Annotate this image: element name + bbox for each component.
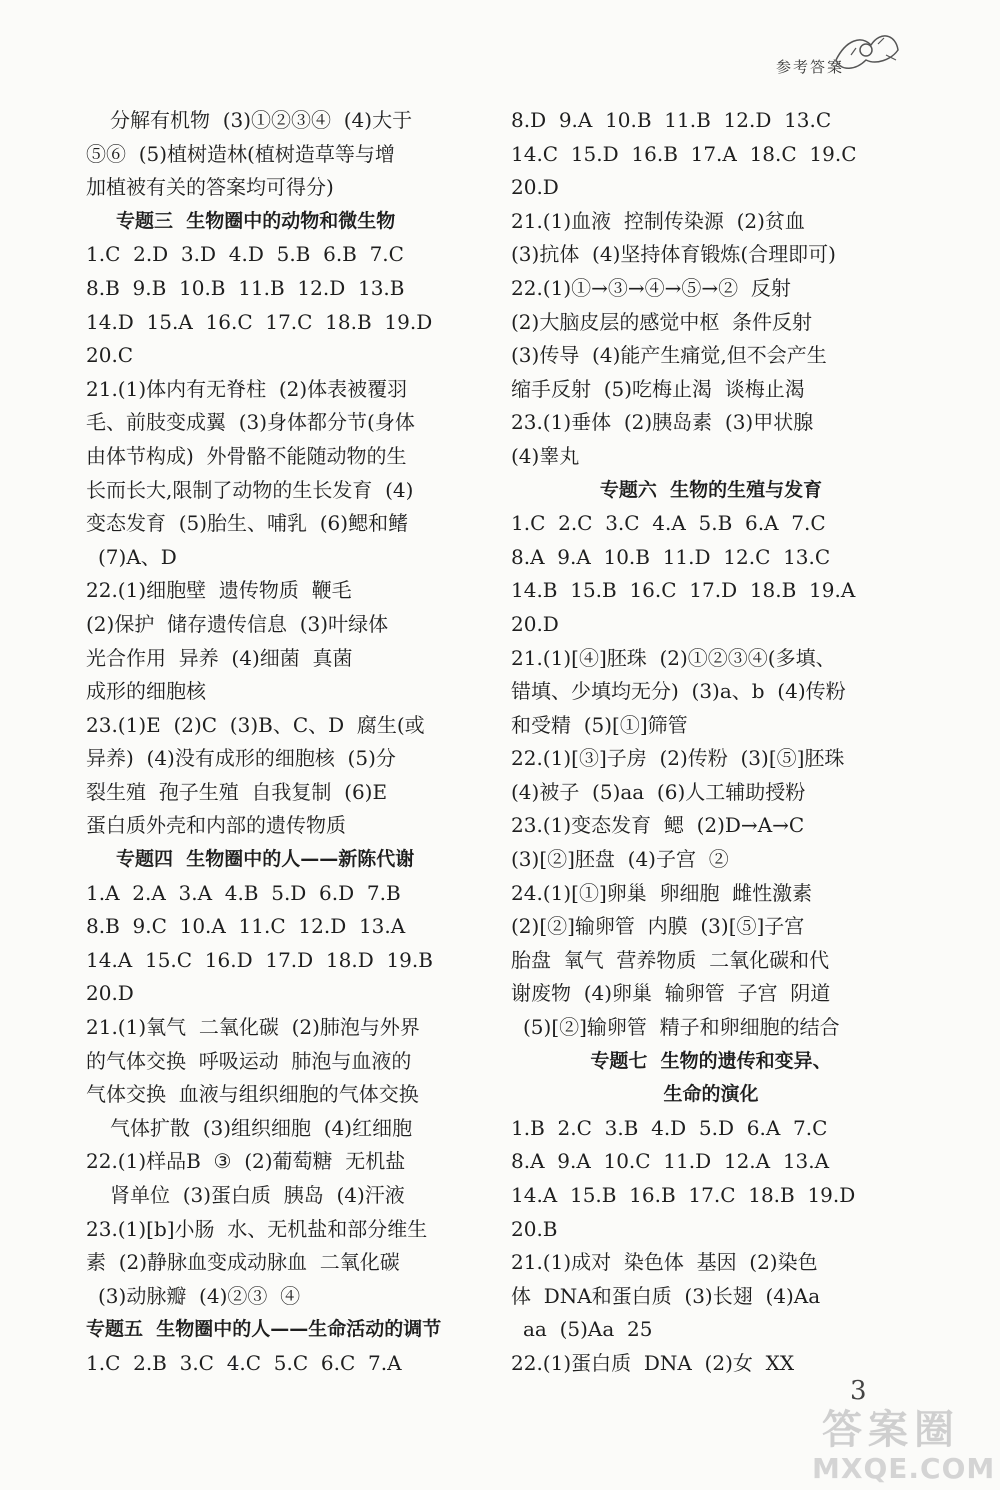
section-heading: 专题四 生物圈中的人——新陈代谢 [116,848,415,871]
answer-line: 22.(1)蛋白质 DNA (2)女 XX [511,1350,795,1375]
answer-line: 14.C 15.D 16.B 17.A 18.C 19.C [511,141,857,166]
answer-line: 1.A 2.A 3.A 4.B 5.D 6.D 7.B [86,880,401,905]
answer-line: 8.B 9.B 10.B 11.B 12.D 13.B [86,275,405,300]
page-number: 3 [850,1376,867,1406]
answer-line: 20.D [86,981,134,1006]
answer-line: 体 DNA和蛋白质 (3)长翅 (4)Aa [511,1283,821,1308]
answer-line: 光合作用 异养 (4)细菌 真菌 [86,645,353,670]
answer-line: 22.(1)[③]子房 (2)传粉 (3)[⑤]胚珠 [511,746,845,771]
watermark-logo-cn: 答案圈 [822,1407,960,1453]
answer-line: 21.(1)成对 染色体 基因 (2)染色 [511,1250,818,1275]
answer-line: 22.(1)样品B ③ (2)葡萄糖 无机盐 [86,1149,406,1174]
answer-line: 14.A 15.C 16.D 17.D 18.D 19.B [86,947,433,972]
answer-line: 20.D [511,611,559,636]
answer-line: 23.(1)垂体 (2)胰岛素 (3)甲状腺 [511,410,814,435]
answer-line: 错填、少填均无分) (3)a、b (4)传粉 [511,679,846,704]
answer-line: 14.A 15.B 16.B 17.C 18.B 19.D [511,1183,856,1207]
answer-line: 1.B 2.C 3.B 4.D 5.D 6.A 7.C [511,1115,828,1140]
answer-line: 23.(1)[b]小肠 水、无机盐和部分维生 [86,1216,428,1241]
answer-line: (3)抗体 (4)坚持体育锻炼(合理即可) [511,242,836,267]
answer-line: 素 (2)静脉血变成动脉血 二氧化碳 [86,1250,400,1275]
answer-line: 和受精 (5)[①]筛管 [511,712,688,737]
answer-line: 由体节构成) 外骨骼不能随动物的生 [86,443,407,468]
answer-line: 长而长大,限制了动物的生长发育 (4) [86,477,414,502]
answer-line: (4)睾丸 [511,443,580,468]
answer-line: (3)传导 (4)能产生痛觉,但不会产生 [511,343,827,368]
answer-line: 21.(1)体内有无脊柱 (2)体表被覆羽 [86,376,408,401]
answer-line: 毛、前肢变成翼 (3)身体都分节(身体 [86,410,415,435]
answer-line: (4)被子 (5)aa (6)人工辅助授粉 [511,779,806,804]
section-heading: 生命的演化 [663,1083,759,1106]
answer-line: 成形的细胞核 [86,679,206,704]
answer-line: 8.D 9.A 10.B 11.B 12.D 13.C [511,108,832,132]
answer-line: 22.(1)①→③→④→⑤→② 反射 [511,275,791,300]
answer-line: 21.(1)氧气 二氧化碳 (2)肺泡与外界 [86,1015,420,1040]
answer-line: 变态发育 (5)胎生、哺乳 (6)鳃和鳍 [86,511,409,536]
section-heading: 专题三 生物圈中的动物和微生物 [116,209,396,232]
answer-line: aa (5)Aa 25 [523,1317,653,1342]
answer-line: 气体交换 血液与组织细胞的气体交换 [86,1082,419,1107]
answer-line: 加植被有关的答案均可得分) [86,175,334,200]
answer-line: 22.(1)细胞壁 遗传物质 鞭毛 [86,578,352,603]
answer-line: (2)保护 储存遗传信息 (3)叶绿体 [86,611,389,636]
answer-line: ⑤⑥ (5)植树造林(植树造草等与增 [86,141,395,166]
answer-line: 1.C 2.C 3.C 4.A 5.B 6.A 7.C [511,511,826,536]
answer-line: 8.A 9.A 10.C 11.D 12.A 13.A [511,1149,830,1174]
left-answer-column [86,104,486,1381]
right-answer-column [511,104,911,1381]
answer-line: (5)[②]输卵管 精子和卵细胞的结合 [523,1015,840,1040]
section-heading: 专题七 生物的遗传和变异、 [590,1049,832,1072]
answer-line: 1.C 2.D 3.D 4.D 5.B 6.B 7.C [86,242,404,267]
answer-line: 14.D 15.A 16.C 17.C 18.B 19.D [86,309,433,334]
watermark-logo-en: MXQE.COM [812,1452,996,1485]
answer-line: 20.B [511,1216,558,1241]
answer-line: 分解有机物 (3)①②③④ (4)大于 [110,108,413,132]
answer-line: 肾单位 (3)蛋白质 胰岛 (4)汗液 [110,1183,405,1207]
answer-line: 24.(1)[①]卵巢 卵细胞 雌性激素 [511,880,813,905]
answer-line: 20.C [86,343,134,368]
answer-line: 异养) (4)没有成形的细胞核 (5)分 [86,746,396,771]
answer-line: 21.(1)血液 控制传染源 (2)贫血 [511,208,805,233]
answer-line: 20.D [511,175,559,200]
answer-line: (7)A、D [98,544,177,569]
answer-line: 裂生殖 孢子生殖 自我复制 (6)E [86,779,388,804]
answer-line: (3)[②]胚盘 (4)子宫 ② [511,847,729,872]
answer-line: (3)动脉瓣 (4)②③ ④ [98,1283,301,1308]
answer-line: (2)大脑皮层的感觉中枢 条件反射 [511,309,813,334]
answer-line: 14.B 15.B 16.C 17.D 18.B 19.A [511,578,856,603]
answer-line: 蛋白质外壳和内部的遗传物质 [86,813,346,838]
section-heading: 专题六 生物的生殖与发育 [599,478,823,501]
answer-line: 1.C 2.B 3.C 4.C 5.C 6.C 7.A [86,1350,402,1375]
answer-line: 23.(1)E (2)C (3)B、C、D 腐生(或 [86,712,425,737]
answer-line: 的气体交换 呼吸运动 肺泡与血液的 [86,1048,412,1073]
answer-line: 谢废物 (4)卵巢 输卵管 子宫 阴道 [511,981,831,1006]
answer-line: 21.(1)[④]胚珠 (2)①②③④(多填、 [511,645,836,670]
header-label: 参考答案 [776,58,845,76]
answer-line: (2)[②]输卵管 内膜 (3)[⑤]子宫 [511,914,805,939]
answer-line: 胎盘 氧气 营养物质 二氧化碳和代 [511,947,830,972]
answer-line: 8.B 9.C 10.A 11.C 12.D 13.A [86,914,406,939]
section-heading: 专题五 生物圈中的人——生命活动的调节 [86,1318,442,1341]
answer-line: 气体扩散 (3)组织细胞 (4)红细胞 [110,1115,413,1140]
answer-line: 8.A 9.A 10.B 11.D 12.C 13.C [511,544,831,569]
decorative-flower-icon [826,20,906,80]
answer-line: 23.(1)变态发育 鳃 (2)D→A→C [511,813,805,838]
answer-line: 缩手反射 (5)吃梅止渴 谈梅止渴 [511,376,805,401]
